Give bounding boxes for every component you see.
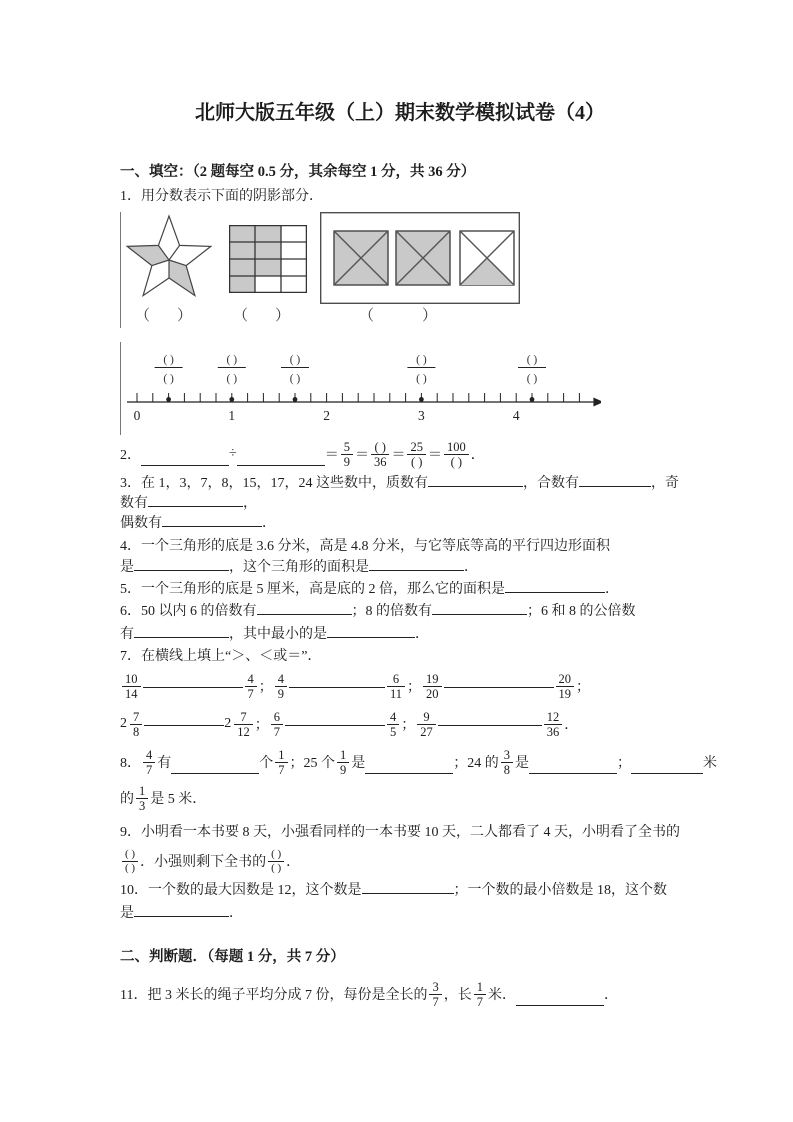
fraction: $\frac{6}{11}$ xyxy=(387,672,405,701)
fraction: $\frac{1}{9}$ xyxy=(337,748,349,777)
q2-number: 2． xyxy=(120,448,141,463)
question-3-line-3 xyxy=(120,513,720,533)
q10-text: 10．一个数的最大因数是 12，这个数是 xyxy=(120,883,362,898)
q4-text: ，这个三角形的面积是 xyxy=(229,560,369,575)
compare-blank xyxy=(444,687,554,688)
star-blank: （ ） xyxy=(135,308,199,324)
period: ． xyxy=(470,448,485,463)
numberline-figure xyxy=(121,342,601,430)
q11-text: 11．把 3 米长的绳子平均分成 7 份，每份是全长的 xyxy=(120,988,428,1003)
question-10-line-1 xyxy=(120,880,720,902)
question-9-line-1: 9．小明看一本书要 8 天，小强看同样的一本书要 10 天，二人都看了 4 天，小明看了全书的 xyxy=(120,825,680,840)
separator: ； xyxy=(258,680,273,695)
q10-blank-1 xyxy=(362,880,454,894)
question-6-line-1 xyxy=(120,601,720,623)
fraction: $\frac{4}{9}$ xyxy=(275,672,287,701)
question-8-line-2 xyxy=(120,781,720,815)
fraction: $\frac{3}{7}$ xyxy=(429,980,441,1009)
svg-text:( ): ( ) xyxy=(163,373,174,385)
fraction: $\frac{1}{7}$ xyxy=(275,748,287,777)
svg-text:( ): ( ) xyxy=(226,373,238,385)
numberline-block xyxy=(120,342,720,435)
q6-text: ；8 的倍数有 xyxy=(351,604,432,619)
fraction: $\frac{1}{3}$ xyxy=(136,784,148,813)
q8-text: 米 xyxy=(703,756,717,771)
q11-blank xyxy=(516,989,604,1006)
fraction: $\frac{3}{8}$ xyxy=(501,748,513,777)
fraction: $\frac{7}{12}$ xyxy=(234,710,253,739)
q11-text: ． xyxy=(603,988,618,1003)
question-3-line-1 xyxy=(120,473,720,493)
q3-text: ． xyxy=(262,516,276,531)
q3-text: 偶数有 xyxy=(120,516,162,531)
fraction: $\frac{4}{5}$ xyxy=(387,710,399,739)
separator: ； xyxy=(407,680,422,695)
q2-blank-1 xyxy=(141,449,229,466)
separator: ． xyxy=(564,718,579,733)
q8-blank-1 xyxy=(171,757,259,774)
squares-blank: （ ） xyxy=(359,308,444,324)
q6-text: 6．50 以内 6 的倍数有 xyxy=(120,604,257,619)
fraction-5-9: $\frac{5}{9}$ xyxy=(341,440,353,469)
question-1-text: 1．用分数表示下面的阴影部分． xyxy=(120,189,323,204)
question-2 xyxy=(120,435,720,473)
compare-blank xyxy=(438,725,542,726)
q8-number: 8． xyxy=(120,756,141,771)
q9-text: ． xyxy=(286,855,301,870)
fraction: $\frac{20}{19}$ xyxy=(556,672,575,701)
fraction: $\frac{4}{7}$ xyxy=(245,672,257,701)
svg-text:1: 1 xyxy=(228,408,236,423)
mixed-whole: 2 xyxy=(120,716,127,731)
q6-text: 有 xyxy=(120,627,134,642)
divide-sign: ÷ xyxy=(229,446,237,461)
fraction: $\frac{4}{7}$ xyxy=(143,748,155,777)
grid-blank: （ ） xyxy=(233,308,297,324)
svg-text:( ): ( ) xyxy=(289,373,301,385)
separator: ； xyxy=(401,718,416,733)
q8-blank-3 xyxy=(529,757,617,774)
q6-text: ，其中最小的是 xyxy=(229,627,327,642)
compare-blank xyxy=(143,687,243,688)
q3-blank-odds xyxy=(148,493,243,507)
q6-blank-1 xyxy=(257,601,352,615)
question-5 xyxy=(120,579,720,601)
q8-text: ；25 个 xyxy=(289,756,335,771)
fraction-blank: $\frac{( )}{( )}$ xyxy=(122,848,138,874)
equals-sign: ＝ xyxy=(391,448,406,463)
q6-blank-2 xyxy=(432,601,527,615)
svg-text:( ): ( ) xyxy=(526,373,538,385)
q8-blank-2 xyxy=(365,757,453,774)
fraction: $\frac{7}{8}$ xyxy=(130,710,142,739)
q11-text: ，长 xyxy=(443,988,472,1003)
svg-text:( ): ( ) xyxy=(416,373,427,385)
q3-blank-primes xyxy=(428,473,523,487)
q8-blank-4 xyxy=(631,757,703,774)
fraction-blank-36: $\frac{( )}{36}$ xyxy=(371,440,390,469)
q8-text: 是 xyxy=(351,756,366,771)
exam-title: 北师大版五年级（上）期末数学模拟试卷（4） xyxy=(195,102,605,124)
grid-figure xyxy=(229,225,307,293)
q6-blank-4 xyxy=(327,624,415,638)
fraction-blank: $\frac{( )}{( )}$ xyxy=(268,848,284,874)
q6-blank-3 xyxy=(134,624,229,638)
q6-text: ；6 和 8 的公倍数 xyxy=(527,604,636,619)
question-8-line-1 xyxy=(120,743,720,781)
section-2-heading: 二、判断题．（每题 1 分，共 7 分） xyxy=(120,949,345,965)
q8-text: ； xyxy=(617,756,631,771)
question-4-line-1: 4．一个三角形的底是 3.6 分米，高是 4.8 分米，与它等底等高的平行四边形面积 xyxy=(120,539,610,554)
question-3-line-2 xyxy=(120,493,720,513)
svg-text:3: 3 xyxy=(418,408,425,423)
compare-blank xyxy=(289,687,385,688)
question-7-row-2 xyxy=(120,705,720,743)
q8-text: 是 xyxy=(515,756,529,771)
q9-text: ．小强则剩下全书的 xyxy=(140,855,267,870)
svg-text:4: 4 xyxy=(512,408,520,423)
q5-text: ． xyxy=(605,582,619,597)
question-11 xyxy=(120,975,720,1013)
svg-text:( ): ( ) xyxy=(526,354,538,366)
question-6-line-2 xyxy=(120,623,720,646)
question-4-line-2 xyxy=(120,556,720,579)
q4-text: 是 xyxy=(120,560,134,575)
q8-text: ；24 的 xyxy=(453,756,499,771)
separator: ； xyxy=(254,718,269,733)
q4-blank-1 xyxy=(134,557,229,571)
svg-text:( ): ( ) xyxy=(416,354,427,366)
question-9-line-2 xyxy=(120,842,720,880)
q3-text: 3．在 1，3，7，8，15，17，24 这些数中，质数有 xyxy=(120,476,428,491)
q10-text: 是 xyxy=(120,906,134,921)
separator: ； xyxy=(576,680,591,695)
fraction: $\frac{19}{20}$ xyxy=(423,672,442,701)
equals-sign: ＝ xyxy=(427,448,442,463)
section-1-heading: 一、填空：（2 题每空 0.5 分，其余每空 1 分，共 36 分） xyxy=(120,164,476,180)
q8-text: 有 xyxy=(157,756,172,771)
q4-text: ． xyxy=(464,560,478,575)
question-7-heading: 7．在横线上填上“＞、＜或＝”． xyxy=(120,649,322,664)
q3-text: ，合数有 xyxy=(523,476,579,491)
q3-blank-evens xyxy=(162,513,262,527)
question-10-line-2 xyxy=(120,902,720,925)
q4-blank-2 xyxy=(369,557,464,571)
q10-blank-2 xyxy=(134,903,229,917)
question-7-row-1 xyxy=(120,667,720,705)
svg-text:2: 2 xyxy=(323,408,330,423)
fraction-100-blank: $\frac{100}{( )}$ xyxy=(444,440,469,469)
svg-text:( ): ( ) xyxy=(226,354,238,366)
compare-blank xyxy=(144,725,224,726)
q5-blank xyxy=(505,579,605,593)
fraction: $\frac{1}{7}$ xyxy=(474,980,486,1009)
q8-text: 个 xyxy=(259,756,274,771)
fraction-25-blank: $\frac{25}{( )}$ xyxy=(407,440,426,469)
q3-text: 数有 xyxy=(120,496,148,511)
q6-text: ． xyxy=(415,627,429,642)
compare-blank xyxy=(285,725,385,726)
fraction: $\frac{9}{27}$ xyxy=(417,710,436,739)
fraction: $\frac{12}{36}$ xyxy=(544,710,563,739)
q5-text: 5．一个三角形的底是 5 厘米，高是底的 2 倍，那么它的面积是 xyxy=(120,582,505,597)
q3-text: ， xyxy=(243,496,257,511)
equals-sign: ＝ xyxy=(354,448,369,463)
q11-text: 米． xyxy=(487,988,516,1003)
q3-blank-composites xyxy=(579,473,651,487)
mixed-whole: 2 xyxy=(224,716,232,731)
svg-text:( ): ( ) xyxy=(163,354,174,366)
figure-answer-blanks xyxy=(121,304,720,328)
q2-blank-2 xyxy=(237,449,325,466)
q8-text: 的 xyxy=(120,792,134,807)
q10-text: ；一个数的最小倍数是 18，这个数 xyxy=(453,883,667,898)
fraction: $\frac{6}{7}$ xyxy=(271,710,283,739)
svg-text:( ): ( ) xyxy=(289,354,301,366)
question-1-figures xyxy=(120,212,720,328)
q3-text: ，奇 xyxy=(651,476,679,491)
svg-text:0: 0 xyxy=(133,408,141,423)
q10-text: ． xyxy=(229,906,243,921)
star-figure xyxy=(121,212,221,304)
q8-text: 是 5 米． xyxy=(150,792,207,807)
squares-figure xyxy=(320,212,520,304)
equals-sign: ＝ xyxy=(324,448,339,463)
fraction: $\frac{10}{14}$ xyxy=(122,672,141,701)
